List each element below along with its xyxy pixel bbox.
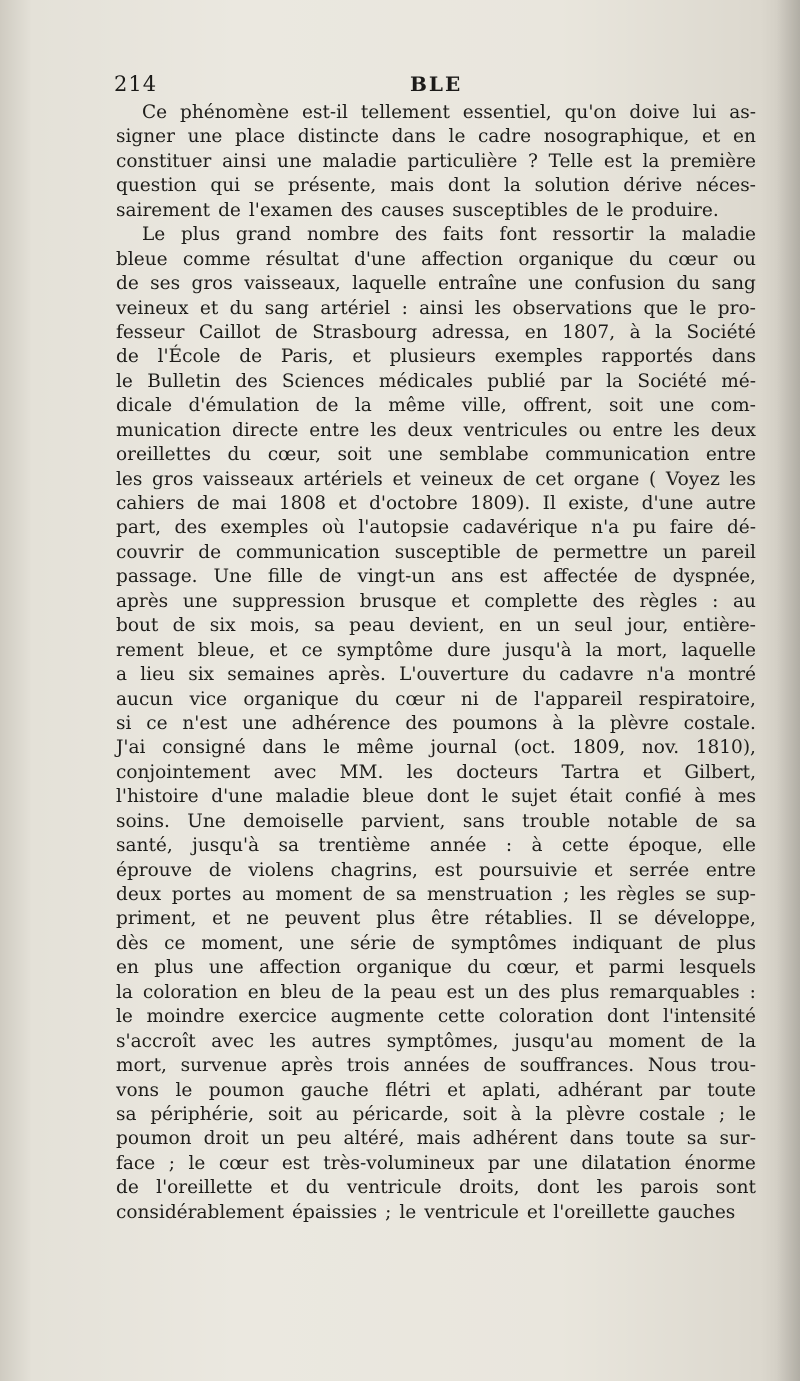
page-edge-shadow	[776, 0, 800, 1381]
text-line: le Bulletin des Sciences médicales publié par la Société mé-	[116, 370, 756, 392]
text-line: oreillettes du cœur, soit une semblabe communication entre	[116, 444, 756, 466]
text-line: fesseur Caillot de Strasbourg adressa, en 1807, à la Société	[116, 321, 756, 343]
text-line: part, des exemples où l'autopsie cadavérique n'a pu faire dé-	[116, 517, 756, 539]
text-line: le moindre exercice augmente cette coloration dont l'intensité	[116, 1006, 756, 1028]
text-line: santé, jusqu'à sa trentième année : à cette époque, elle	[116, 835, 756, 857]
text-line: soins. Une demoiselle parvient, sans trouble notable de sa	[116, 810, 756, 832]
text-line: couvrir de communication susceptible de permettre un pareil	[116, 541, 756, 563]
page-number: 214	[114, 72, 158, 96]
text-line: sairement de l'examen des causes susceptibles de le produire.	[116, 199, 719, 221]
text-line: priment, et ne peuvent plus être rétablies. Il se développe,	[116, 908, 756, 930]
text-line: de ses gros vaisseaux, laquelle entraîne une confusion du sang	[116, 273, 756, 295]
text-line: dès ce moment, une série de symptômes indiquant de plus	[116, 932, 756, 954]
text-line: passage. Une fille de vingt-un ans est affectée de dyspnée,	[116, 566, 756, 588]
text-line: mort, survenue après trois années de souffrances. Nous trou-	[116, 1055, 756, 1077]
text-line: poumon droit un peu altéré, mais adhérent dans toute sa sur-	[116, 1128, 756, 1150]
text-line: en plus une affection organique du cœur, et parmi lesquels	[116, 957, 756, 979]
text-line: la coloration en bleu de la peau est un des plus remarquables :	[116, 981, 756, 1003]
text-line: question qui se présente, mais dont la solution dérive néces-	[116, 175, 756, 197]
text-line: dicale d'émulation de la même ville, offrent, soit une com-	[116, 395, 756, 417]
text-line: sa périphérie, soit au péricarde, soit à la plèvre costale ; le	[116, 1103, 756, 1125]
text-line: veineux et du sang artériel : ainsi les observations que le pro-	[116, 297, 756, 319]
text-line: s'accroît avec les autres symptômes, jusqu'au moment de la	[116, 1030, 756, 1052]
text-line: signer une place distincte dans le cadre nosographique, et en	[116, 126, 756, 148]
text-line: munication directe entre les deux ventricules ou entre les deux	[116, 419, 756, 441]
text-line: les gros vaisseaux artériels et veineux de cet organe ( Voyez les	[116, 468, 756, 490]
text-line: l'histoire d'une maladie bleue dont le sujet était confié à mes	[116, 786, 756, 808]
page-header	[114, 72, 754, 102]
text-line: constituer ainsi une maladie particulière ? Telle est la première	[116, 150, 756, 172]
text-line: Ce phénomène est-il tellement essentiel, qu'on doive lui as-	[142, 102, 756, 123]
text-line: Le plus grand nombre des faits font ressortir la maladie	[142, 224, 756, 246]
text-line: si ce n'est une adhérence des poumons à la plèvre costale.	[116, 712, 756, 734]
text-line: après une suppression brusque et complette des règles : au	[116, 590, 756, 612]
text-line: cahiers de mai 1808 et d'octobre 1809). Il existe, d'une autre	[116, 493, 756, 514]
text-line: bleue comme résultat d'une affection organique du cœur ou	[116, 248, 756, 270]
text-line: conjointement avec MM. les docteurs Tartra et Gilbert,	[116, 761, 756, 783]
text-line: vons le poumon gauche flétri et aplati, adhérant par toute	[116, 1079, 756, 1101]
text-line: rement bleue, et ce symptôme dure jusqu'à la mort, laquelle	[116, 639, 756, 661]
running-head: BLE	[410, 72, 463, 96]
text-line: bout de six mois, sa peau devient, en un seul jour, entière-	[116, 615, 756, 637]
text-line: de l'oreillette et du ventricule droits, dont les parois sont	[116, 1177, 756, 1199]
text-line: deux portes au moment de sa menstruation ; les règles se sup-	[116, 884, 756, 905]
text-line: face ; le cœur est très-volumineux par une dilatation énorme	[116, 1152, 756, 1174]
text-line: considérablement épaissies ; le ventricule et l'oreillette gauches	[116, 1201, 736, 1223]
text-line: de l'École de Paris, et plusieurs exemples rapportés dans	[116, 346, 756, 368]
text-line: aucun vice organique du cœur ni de l'appareil respiratoire,	[116, 688, 756, 710]
text-line: J'ai consigné dans le même journal (oct. 1809, nov. 1810),	[116, 737, 756, 759]
body-text	[116, 101, 756, 1225]
text-line: a lieu six semaines après. L'ouverture du cadavre n'a montré	[116, 664, 756, 686]
text-line: éprouve de violens chagrins, est poursuivie et serrée entre	[116, 859, 756, 881]
